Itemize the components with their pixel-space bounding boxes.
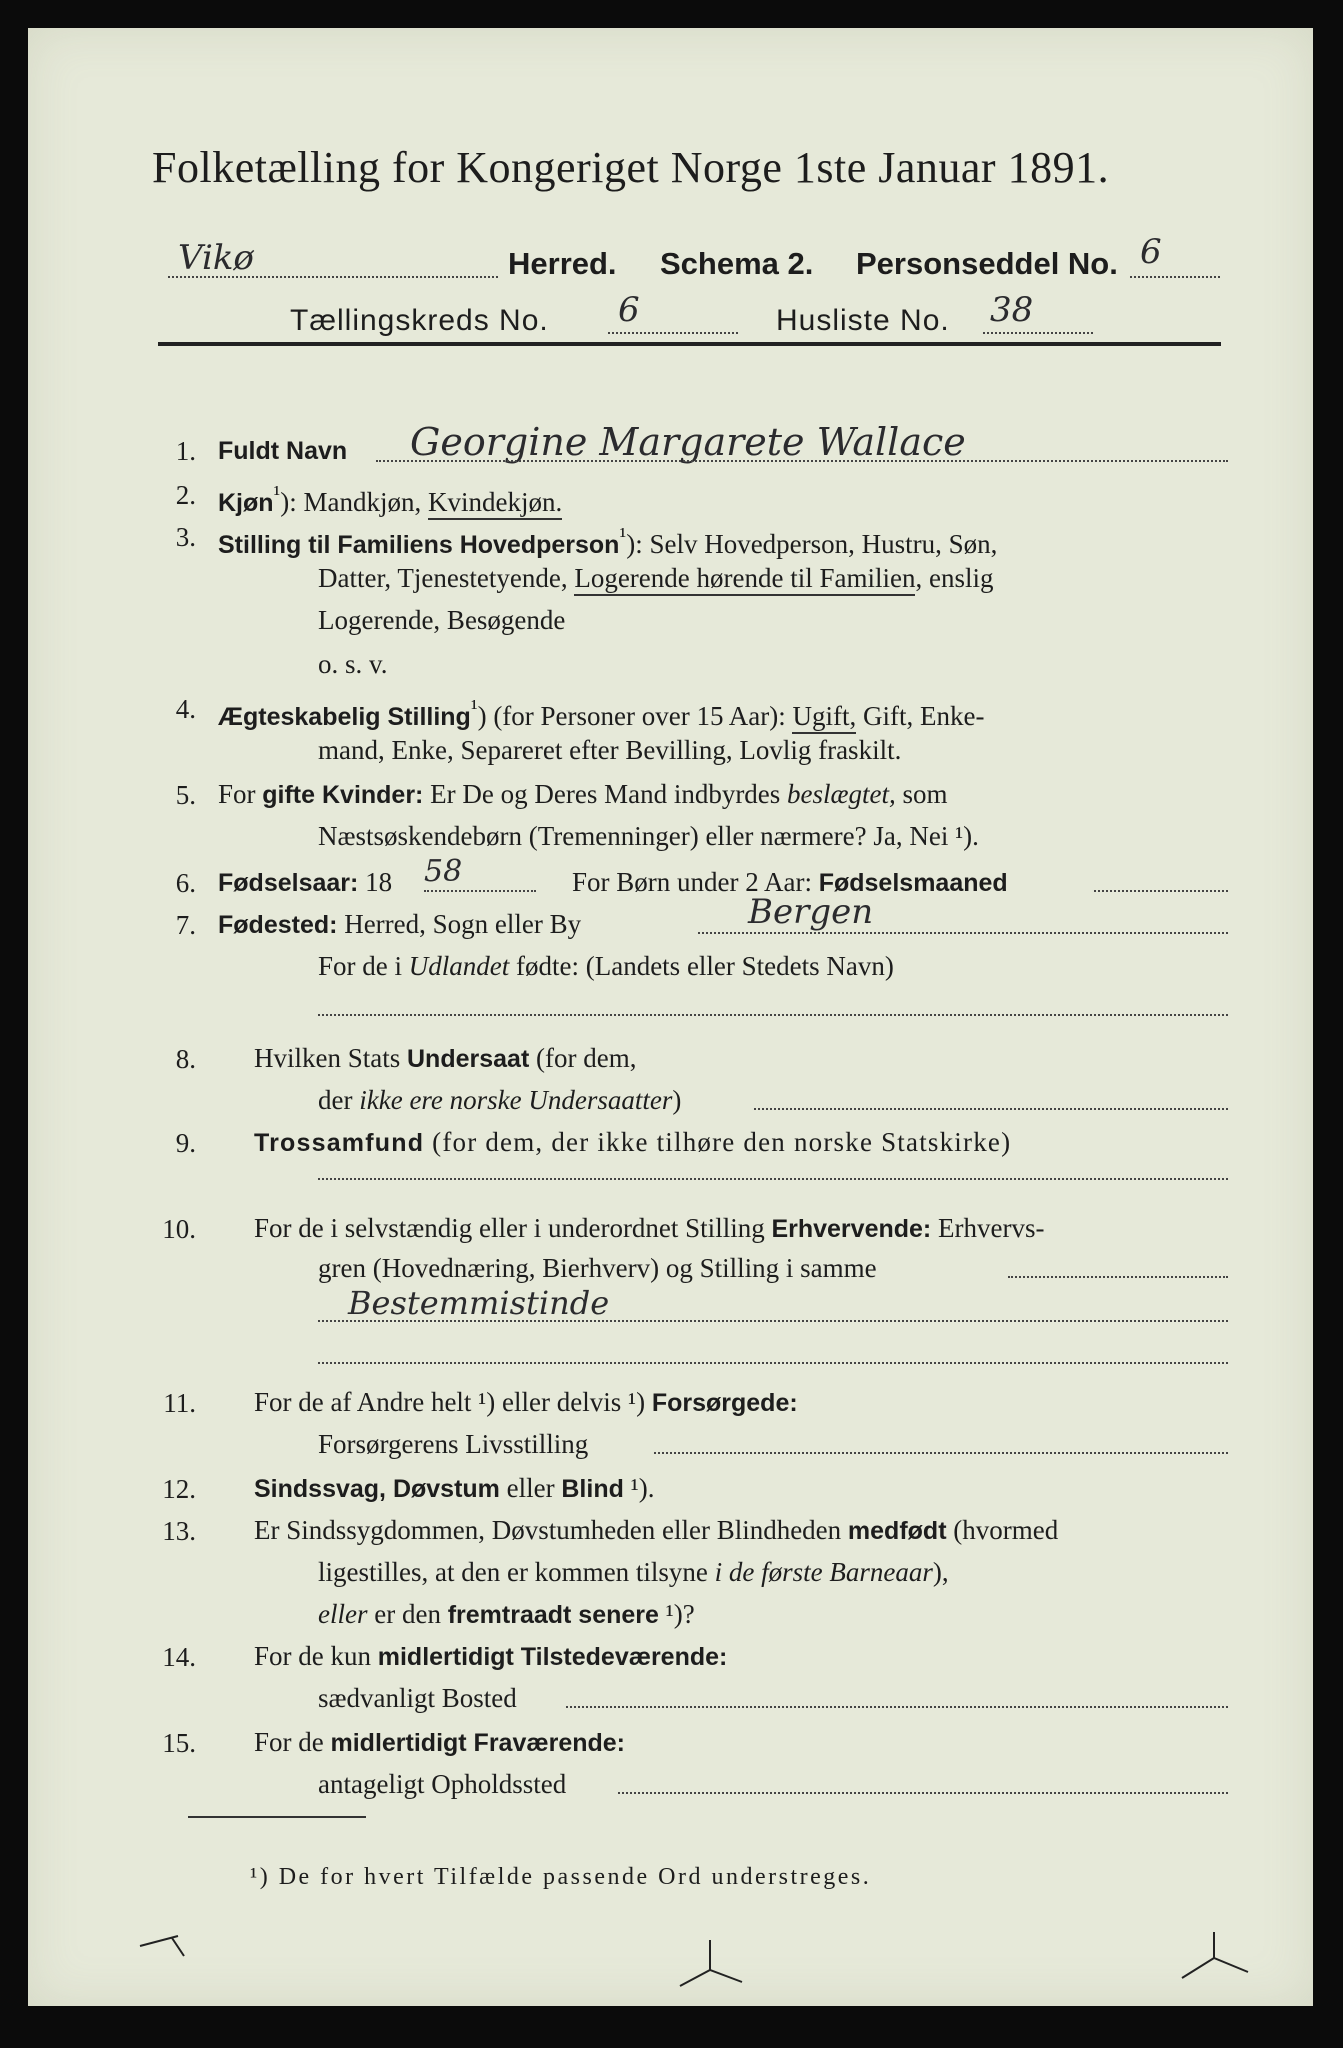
q7-dotted-line xyxy=(698,932,1228,934)
q2-label: Kjøn xyxy=(218,489,274,517)
q8-text-1b: (for dem, xyxy=(529,1043,637,1073)
q7-text-2b: fødte: (Landets eller Stedets Navn) xyxy=(509,951,894,981)
registration-mark-right xyxy=(1174,1928,1254,1988)
registration-mark-left xyxy=(138,1926,208,1966)
q10-answer-handwritten: Bestemmistinde xyxy=(348,1284,610,1322)
personseddel-dotted-line xyxy=(1130,276,1220,278)
q3-sup: ¹ xyxy=(619,523,627,548)
taellingskreds-dotted-line xyxy=(608,332,738,334)
q10-row-2: gren (Hovednæring, Bierhverv) og Stilling i samme xyxy=(318,1253,877,1283)
q10-number: 10. xyxy=(162,1214,196,1244)
q12-label-b: Blind xyxy=(561,1475,624,1503)
q2-number: 2. xyxy=(175,480,196,510)
q13-text-3a: er den xyxy=(367,1599,448,1629)
q3-number: 3. xyxy=(175,522,196,552)
q14-dotted-line xyxy=(566,1706,1228,1708)
q6-answer-handwritten: 58 xyxy=(424,854,463,889)
q11-dotted-line xyxy=(654,1452,1228,1454)
q13-number: 13. xyxy=(162,1516,196,1546)
census-form-sheet xyxy=(28,28,1313,2006)
q1-row xyxy=(218,434,347,467)
header-rule xyxy=(158,342,1221,346)
q8-text-2i: ikke ere norske Undersaatter xyxy=(359,1085,673,1115)
q1-label: Fuldt Navn xyxy=(218,437,348,465)
q11-text-1: For de af Andre helt ¹) eller delvis ¹) xyxy=(254,1387,652,1417)
q7-foreign-dotted-line xyxy=(318,1014,1228,1016)
q15-row-2: antageligt Opholdssted xyxy=(318,1769,567,1799)
q13-text-2b: ), xyxy=(932,1557,949,1587)
schema-label: Schema 2. xyxy=(660,246,814,281)
herred-dotted-line xyxy=(168,276,498,278)
taellingskreds-label: Tællingskreds No. xyxy=(290,304,549,337)
q10-label: Erhvervende: xyxy=(771,1215,932,1243)
q3-row-4: o. s. v. xyxy=(318,649,388,679)
q4-text-1b: Gift, Enke- xyxy=(856,701,985,731)
q15-row-1 xyxy=(254,1726,625,1759)
q5-row-2: Næstsøskendebørn (Tremenninger) eller nærmere? Ja, Nei ¹). xyxy=(318,821,979,851)
footnote: ¹) De for hvert Tilfælde passende Ord understreges. xyxy=(250,1864,872,1890)
q4-row-1 xyxy=(218,692,984,733)
q1-number: 1. xyxy=(175,436,196,466)
q6-number: 6. xyxy=(175,868,196,898)
q10-row-1 xyxy=(254,1212,1044,1245)
q3-row-2 xyxy=(318,562,993,594)
q13-row-1 xyxy=(254,1514,1058,1547)
q10-dotted-line-1 xyxy=(1008,1276,1228,1278)
q3-label: Stilling til Familiens Hovedperson xyxy=(218,531,620,559)
q8-label: Undersaat xyxy=(407,1045,530,1073)
q2-sup: ¹ xyxy=(273,481,281,506)
q7-row-2 xyxy=(318,950,894,982)
q12-number: 12. xyxy=(162,1474,196,1504)
q2-text: ): Mandkjøn, xyxy=(280,487,429,517)
q13-text-2i: i de første Barneaar xyxy=(714,1557,933,1587)
q5-text-1a: Er De og Deres Mand indbyrdes xyxy=(423,779,788,809)
q6-month-dotted-line xyxy=(1094,890,1228,892)
q14-label: midlertidigt Tilstedeværende: xyxy=(377,1643,728,1671)
q7-text-1: Herred, Sogn eller By xyxy=(337,909,582,939)
personseddel-label: Personseddel No. xyxy=(856,246,1118,281)
q5-label: gifte Kvinder: xyxy=(262,781,424,809)
q5-text-1i: beslægtet, xyxy=(787,779,896,809)
q9-dotted-line xyxy=(318,1178,1228,1180)
q1-answer-handwritten: Georgine Margarete Wallace xyxy=(410,420,966,464)
q11-label: Forsørgede: xyxy=(651,1389,798,1417)
taellingskreds-number: 6 xyxy=(618,290,640,330)
q7-text-2i: Udlandet xyxy=(408,951,510,981)
q12-row xyxy=(254,1472,654,1505)
q1-dotted-line xyxy=(376,460,1228,462)
q7-label: Fødested: xyxy=(218,911,338,939)
q4-sup: ¹ xyxy=(470,695,478,720)
q7-row-1 xyxy=(218,908,581,941)
q7-text-2a: For de i xyxy=(318,951,409,981)
q11-row-2: Forsørgerens Livsstilling xyxy=(318,1429,589,1459)
q13-text-1b: (hvormed xyxy=(946,1515,1059,1545)
q6-year-dotted-line xyxy=(424,890,536,892)
q9-text: (for dem, der ikke tilhøre den norske Statskirke) xyxy=(424,1127,1012,1157)
q8-text-1a: Hvilken Stats xyxy=(254,1043,407,1073)
footnote-rule xyxy=(188,1816,366,1818)
q5-text-1b: som xyxy=(895,779,948,809)
q12-text-mid: eller xyxy=(499,1473,562,1503)
q11-number: 11. xyxy=(163,1388,196,1418)
q4-number: 4. xyxy=(175,694,196,724)
q13-label: medfødt xyxy=(847,1517,947,1545)
q8-text-2b: ) xyxy=(672,1085,682,1115)
personseddel-number: 6 xyxy=(1140,232,1162,272)
q4-row-2: mand, Enke, Separeret efter Bevilling, Lovlig fraskilt. xyxy=(318,735,902,765)
q14-text-1: For de kun xyxy=(254,1641,378,1671)
q4-text-1a: ) (for Personer over 15 Aar): xyxy=(477,701,793,731)
herred-label: Herred. xyxy=(508,246,617,281)
q14-row-1 xyxy=(254,1640,727,1673)
q3-text-1: ): Selv Hovedperson, Hustru, Søn, xyxy=(626,529,998,559)
herred-handwritten: Vikø xyxy=(178,238,254,278)
q14-row-2: sædvanligt Bosted xyxy=(318,1683,517,1713)
q13-text-2a: ligestilles, at den er kommen tilsyne xyxy=(318,1557,715,1587)
q13-label-b: fremtraadt senere xyxy=(447,1601,659,1629)
husliste-label: Husliste No. xyxy=(776,304,950,337)
q15-label: midlertidigt Fraværende: xyxy=(330,1729,625,1757)
q13-text-3i: eller xyxy=(318,1599,368,1629)
q8-text-2a: der xyxy=(318,1085,360,1115)
q5-number: 5. xyxy=(175,780,196,810)
husliste-dotted-line xyxy=(983,332,1093,334)
husliste-number: 38 xyxy=(990,290,1034,330)
q13-text-3b: ¹)? xyxy=(658,1599,695,1629)
q13-row-3 xyxy=(318,1598,695,1631)
q3-text-2b: , enslig xyxy=(915,563,994,593)
q15-number: 15. xyxy=(162,1728,196,1758)
q11-row-1 xyxy=(254,1386,798,1419)
q6-prefix: 18 xyxy=(365,867,393,897)
q10-dotted-line-2 xyxy=(318,1320,1228,1322)
q6-row xyxy=(218,866,392,899)
q8-row-1 xyxy=(254,1042,636,1075)
q6-text: For Børn under 2 Aar: xyxy=(572,867,819,897)
q4-underlined-answer: Ugift, xyxy=(792,701,856,734)
q2-underlined-answer: Kvindekjøn. xyxy=(428,487,562,520)
q6-label-b: Fødselsmaaned xyxy=(818,869,1008,897)
q3-row-1 xyxy=(218,520,997,561)
q7-answer-handwritten: Bergen xyxy=(748,892,874,932)
q12-label: Sindssvag, Døvstum xyxy=(254,1475,500,1503)
q15-text-1: For de xyxy=(254,1727,331,1757)
q7-number: 7. xyxy=(175,910,196,940)
q12-text-end: ¹). xyxy=(623,1473,655,1503)
form-title: Folketælling for Kongeriget Norge 1ste Januar 1891. xyxy=(152,143,1110,192)
q10-text-1a: For de i selvstændig eller i underordnet Stilling xyxy=(254,1213,772,1243)
q5-row-1 xyxy=(218,778,948,811)
q10-dotted-line-3 xyxy=(318,1362,1228,1364)
registration-mark-center xyxy=(670,1936,750,1996)
q8-row-2 xyxy=(318,1084,681,1116)
q3-text-2a: Datter, Tjenestetyende, xyxy=(318,563,575,593)
q15-dotted-line xyxy=(618,1792,1228,1794)
q8-number: 8. xyxy=(175,1044,196,1074)
q4-label: Ægteskabelig Stilling xyxy=(218,703,471,731)
q13-text-1a: Er Sindssygdommen, Døvstumheden eller Blindheden xyxy=(254,1515,848,1545)
q13-row-2 xyxy=(318,1556,949,1588)
q9-number: 9. xyxy=(175,1128,196,1158)
q2-row xyxy=(218,478,562,519)
q14-number: 14. xyxy=(162,1642,196,1672)
q5-label-pre: For xyxy=(218,779,263,809)
q9-row xyxy=(254,1126,1011,1159)
q9-label: Trossamfund xyxy=(254,1129,425,1157)
q3-row-3: Logerende, Besøgende xyxy=(318,605,566,635)
q10-text-1b: Erhvervs- xyxy=(931,1213,1045,1243)
q3-underlined-answer: Logerende hørende til Familien xyxy=(574,563,915,596)
q8-dotted-line xyxy=(754,1108,1228,1110)
q6-label: Fødselsaar: xyxy=(218,869,359,897)
